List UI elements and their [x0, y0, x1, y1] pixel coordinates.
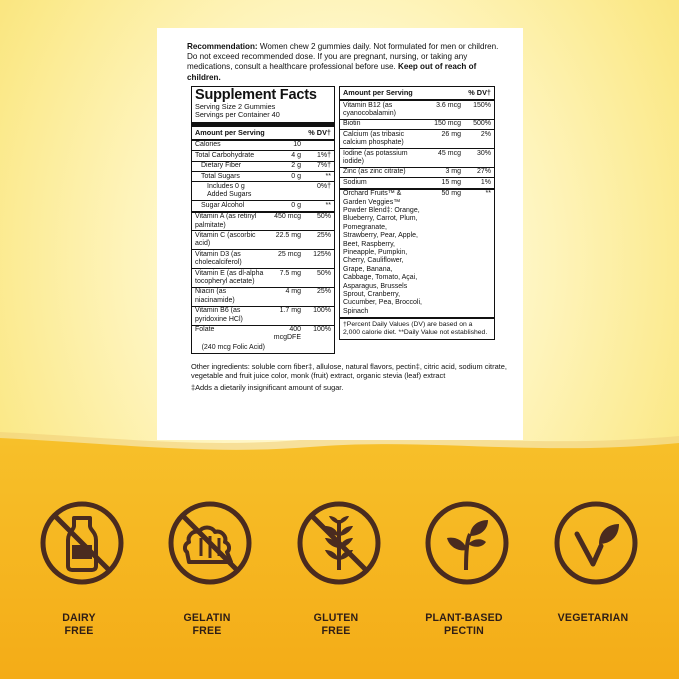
nutrient-amount: 15 mg [441, 178, 461, 186]
badge-gluten-free [286, 500, 386, 679]
facts-row [192, 162, 334, 172]
nutrient-name: Zinc (as zinc citrate) [343, 168, 406, 176]
nutrient-dv: 1% [480, 178, 491, 186]
facts-left-rows [192, 141, 334, 353]
nutrient-name: Includes 0 g Added Sugars [207, 182, 252, 199]
badge-row [0, 500, 679, 679]
badge-label: GELATIN FREE [183, 612, 231, 637]
nutrient-dv: 25% [316, 288, 331, 296]
nutrient-dv [301, 344, 331, 352]
facts-header [192, 127, 334, 141]
facts-row [192, 250, 334, 269]
nutrient-name: Niacin (as niacinamide) [195, 288, 235, 304]
facts-row [192, 231, 334, 250]
nutrient-name: Orchard Fruits™ & Garden Veggies™ Powder Blend‡: Orange, Blueberry, Carrot, Plum, Pomegranate, Strawberry, Pear, Apple, Beet, Raspberry, Pineapple, Pumpkin, Cherry, Cauliflower, Grape, Banana, Cabbage, Tomato, Açai, Asparagus, Brussels Sprout, Cranberry, Cucumber, Pea, Broccoli, Spinach [343, 190, 422, 315]
nutrient-name: Vitamin C (ascorbic acid) [195, 231, 256, 248]
facts-row [340, 178, 494, 189]
other-ingredients [191, 362, 515, 392]
nutrient-dv: 2% [480, 130, 491, 138]
facts-row [340, 149, 494, 168]
nutrient-name: Sodium [343, 178, 367, 186]
nutrient-dv: ** [485, 190, 491, 198]
facts-row [340, 168, 494, 178]
facts-row [340, 120, 494, 130]
nutrient-amount: 25 mcg [278, 250, 301, 258]
nutrient-dv: 25% [316, 231, 331, 239]
other-ingredients-text: Other ingredients: soluble corn fiber‡, allulose, natural flavors, pectin‡, citric acid, sodium citrate, vegetable and fruit juice color, monk (fruit) extract, organic stevia (leaf) extract [191, 362, 507, 381]
facts-row [192, 213, 334, 232]
supplement-label [157, 28, 523, 440]
facts-row [192, 172, 334, 182]
nutrient-amount: 4 g [291, 151, 301, 159]
dv-footnote: †Percent Daily Values (DV) are based on a 2,000 calorie diet. **Daily Value not established. [343, 320, 488, 336]
badge-label: DAIRY FREE [62, 612, 96, 637]
nutrient-amount: 4 mg [285, 288, 301, 296]
nutrient-amount: 50 mg [441, 190, 461, 198]
badge-vegetarian [543, 500, 643, 679]
nutrient-amount: 400 mcgDFE [273, 326, 301, 342]
sprout-icon [424, 500, 510, 586]
facts-header-left: Amount per Serving [195, 127, 265, 137]
badge-dairy-free [29, 500, 129, 679]
nutrient-amount: 22.5 mg [275, 231, 301, 239]
nutrient-amount: 0 g [291, 201, 301, 209]
facts-row [192, 269, 334, 288]
nutrient-dv: 27% [476, 168, 491, 176]
nutrient-amount: 45 mcg [438, 149, 461, 157]
nutrient-name: Calories [195, 141, 221, 149]
nutrient-dv: 125% [313, 250, 331, 258]
recommendation-lead: Recommendation: [187, 42, 258, 51]
nutrient-name: Folate [195, 326, 215, 334]
facts-right-header-right: % DV† [468, 88, 491, 97]
facts-left-panel [191, 86, 335, 354]
badge-label: PLANT-BASED PECTIN [425, 612, 503, 637]
nutrient-dv: 0%† [316, 182, 331, 190]
nutrient-amount [265, 344, 301, 352]
badge-label: VEGETARIAN [557, 612, 629, 624]
recommendation-text [187, 42, 511, 83]
nutrient-dv: 100% [313, 307, 331, 315]
no-milk-bottle-icon [39, 500, 125, 586]
nutrient-amount: 10 [293, 141, 301, 149]
nutrient-dv [301, 141, 331, 149]
nutrient-name: (240 mcg Folic Acid) [201, 343, 265, 351]
servings-per-container: Servings per Container 40 [195, 110, 280, 120]
nutrient-amount: 0 g [291, 172, 301, 180]
facts-right-rows [340, 101, 494, 319]
serving-size: Serving Size 2 Gummies [195, 102, 276, 111]
facts-row [192, 343, 334, 352]
facts-right-header [340, 87, 494, 101]
nutrient-dv: 50% [316, 269, 331, 277]
nutrient-dv: 50% [316, 213, 331, 221]
nutrient-name: Dietary Fiber [201, 162, 242, 170]
recommendation-warning: Keep out of reach of children. [187, 62, 477, 82]
recommendation-body: Women chew 2 gummies daily. Not formulated for men or children. Do not exceed recommended dose. If you are pregnant, nursing, or taking any medications, consult a healthcare professional before use. [187, 42, 499, 72]
badge-gelatin-free [157, 500, 257, 679]
badge-label: GLUTEN FREE [313, 612, 359, 637]
facts-row [340, 190, 494, 319]
nutrient-amount: 450 mcg [274, 213, 301, 221]
nutrient-dv: ** [325, 172, 331, 180]
no-gelatin-mold-icon [167, 500, 253, 586]
nutrient-name: Biotin [343, 120, 361, 128]
nutrient-amount: 150 mcg [434, 120, 461, 128]
nutrient-dv: 7%† [316, 162, 331, 170]
facts-row [340, 101, 494, 120]
facts-header-right: % DV† [308, 127, 331, 137]
nutrient-dv: 100% [313, 326, 331, 334]
nutrient-name: Vitamin B12 (as cyanocobalamin) [343, 101, 396, 117]
nutrient-name: Vitamin A (as retinyl palmitate) [195, 213, 257, 229]
facts-row [192, 141, 334, 151]
nutrient-name: Iodine (as potassium iodide) [343, 149, 408, 165]
nutrient-dv: 30% [476, 149, 491, 157]
facts-right-panel [339, 86, 495, 340]
nutrient-amount: 26 mg [441, 130, 461, 138]
leaf-v-icon [553, 500, 639, 586]
nutrient-amount: 1.7 mg [279, 307, 301, 315]
nutrient-name: Vitamin B6 (as pyridoxine HCl) [195, 307, 243, 323]
facts-row [192, 201, 334, 212]
nutrient-dv: 500% [473, 120, 491, 128]
facts-row [192, 307, 334, 326]
facts-row [192, 151, 334, 161]
facts-row [192, 326, 334, 344]
badge-plant-based-pectin [414, 500, 514, 679]
nutrient-dv: 1%† [316, 151, 331, 159]
nutrient-dv: ** [325, 201, 331, 209]
nutrient-name: Total Carbohydrate [195, 151, 255, 159]
nutrient-amount: 3.6 mcg [436, 101, 461, 109]
nutrient-name: Vitamin E (as dl-alpha tocopheryl acetate) [195, 269, 264, 285]
sugar-note: ‡Adds a dietarily insignificant amount of sugar. [191, 382, 344, 392]
nutrient-name: Vitamin D3 (as cholecalciferol) [195, 250, 242, 267]
no-wheat-icon [296, 500, 382, 586]
nutrient-amount [265, 183, 301, 200]
facts-right-header-left: Amount per Serving [343, 88, 413, 97]
nutrient-name: Total Sugars [201, 172, 240, 180]
nutrient-amount: 3 mg [445, 168, 461, 176]
nutrient-name: Calcium (as tribasic calcium phosphate) [343, 130, 405, 147]
facts-row [340, 130, 494, 149]
facts-row [192, 182, 334, 201]
nutrient-amount: 7.5 mg [279, 269, 301, 277]
nutrient-amount: 2 g [291, 162, 301, 170]
nutrient-dv: 150% [473, 101, 491, 109]
nutrient-name: Sugar Alcohol [201, 201, 245, 209]
facts-row [192, 288, 334, 307]
facts-title: Supplement Facts [195, 87, 317, 103]
